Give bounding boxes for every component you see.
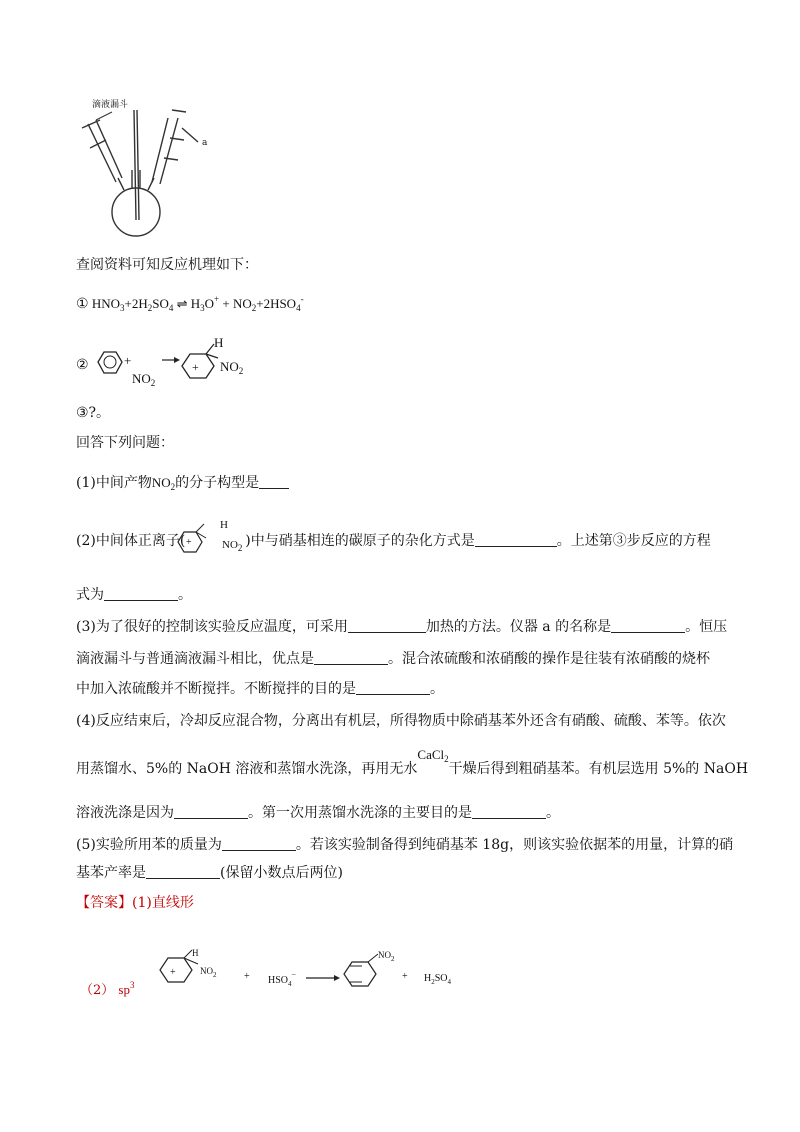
ans-plus-2: + — [402, 971, 408, 982]
step2-number: ② — [76, 357, 89, 373]
answer-1: 【答案】(1)直线形 — [76, 895, 194, 911]
plus-no2-reactant: + — [124, 353, 132, 368]
question-3-line2: 滴液漏斗与普通滴液漏斗相比，优点是 。混合浓硫酸和浓硝酸的操作是往装有浓硝酸的烧杯 — [76, 651, 710, 667]
ans-intermediate-plus: + — [170, 967, 176, 978]
funnel-label: 滴液漏斗 — [92, 100, 129, 110]
intro-text: 查阅资料可知反应机理如下： — [76, 257, 258, 273]
equation-1: ① $HNO_3+2H_2SO_4$ ⇌ $H_3O^+ + NO_2+2HSO_4^-$ — [76, 294, 304, 313]
questions-intro: 回答下列问题： — [76, 435, 174, 451]
intermediate-h: H — [214, 335, 224, 350]
q2-inline-h: H — [220, 519, 228, 531]
question-4-line3: 溶液洗涤是因为 。第一次用蒸馏水洗涤的主要目的是 。 — [76, 805, 560, 821]
step3: ③?。 — [76, 405, 111, 421]
ans-hso4: $HSO_4^-$ — [268, 970, 297, 988]
question-5-line1: (5)实验所用苯的质量为 。若该实验制备得到纯硝基苯 18g，则该实验依据苯的用量，计算的硝 — [76, 837, 734, 853]
question-5-line2: 基苯产率是 (保留小数点后两位) — [76, 865, 343, 881]
q2-inline-plus: + — [186, 537, 192, 548]
intermediate-no2: $NO_2$ — [220, 359, 244, 376]
question-1: (1)中间产物$NO_2$的分子构型是 — [76, 474, 289, 496]
cacl2-formula: CaCl$_2$ — [417, 747, 449, 764]
question-3-line1: (3)为了很好的控制该实验反应温度，可采用 加热的方法。仪器 a 的名称是 。恒压 — [76, 619, 728, 635]
answer-2-number: （2） $sp^3$ — [80, 980, 135, 998]
question-2-line1: (2)中间体正离子( )中与硝基相连的碳原子的杂化方式是 。上述第③步反应的方程 — [76, 533, 711, 549]
ans-intermediate-h: H — [192, 948, 199, 958]
question-3-line3: 中加入浓硫酸并不断搅拌。不断搅拌的目的是 。 — [76, 681, 444, 697]
label-a: a — [202, 138, 208, 148]
question-4-line2: 用蒸馏水、5%的 NaOH 溶液和蒸馏水洗涤，再用无水CaCl$_2$干燥后得到粗硝基苯。有机层选用 5%的 NaOH — [76, 747, 749, 777]
ans-intermediate-no2: $NO_2$ — [200, 966, 217, 979]
question-4-line1: (4)反应结束后，冷却反应混合物，分离出有机层，所得物质中除硝基苯外还含有硝酸、硫酸、苯等。依次 — [76, 713, 726, 729]
answer-label: 【答案】 — [76, 895, 132, 911]
step1-number: ① — [76, 297, 89, 312]
equilibrium-arrow: ⇌ — [176, 296, 188, 311]
q2-inline-no2: $NO_2$ — [222, 539, 243, 553]
ans-h2so4: $H_2SO_4$ — [424, 973, 452, 986]
ans-plus-1: + — [244, 971, 250, 982]
ans-nitrobenzene-no2: $NO_2$ — [378, 950, 395, 963]
intermediate-plus: + — [192, 360, 199, 374]
no2-cation: $NO_2$ — [132, 371, 156, 388]
no2-formula: $NO_2$ — [151, 475, 176, 492]
answer-hybridization: $sp^3$ — [118, 980, 135, 997]
question-2-line2: 式为 。 — [76, 587, 192, 603]
